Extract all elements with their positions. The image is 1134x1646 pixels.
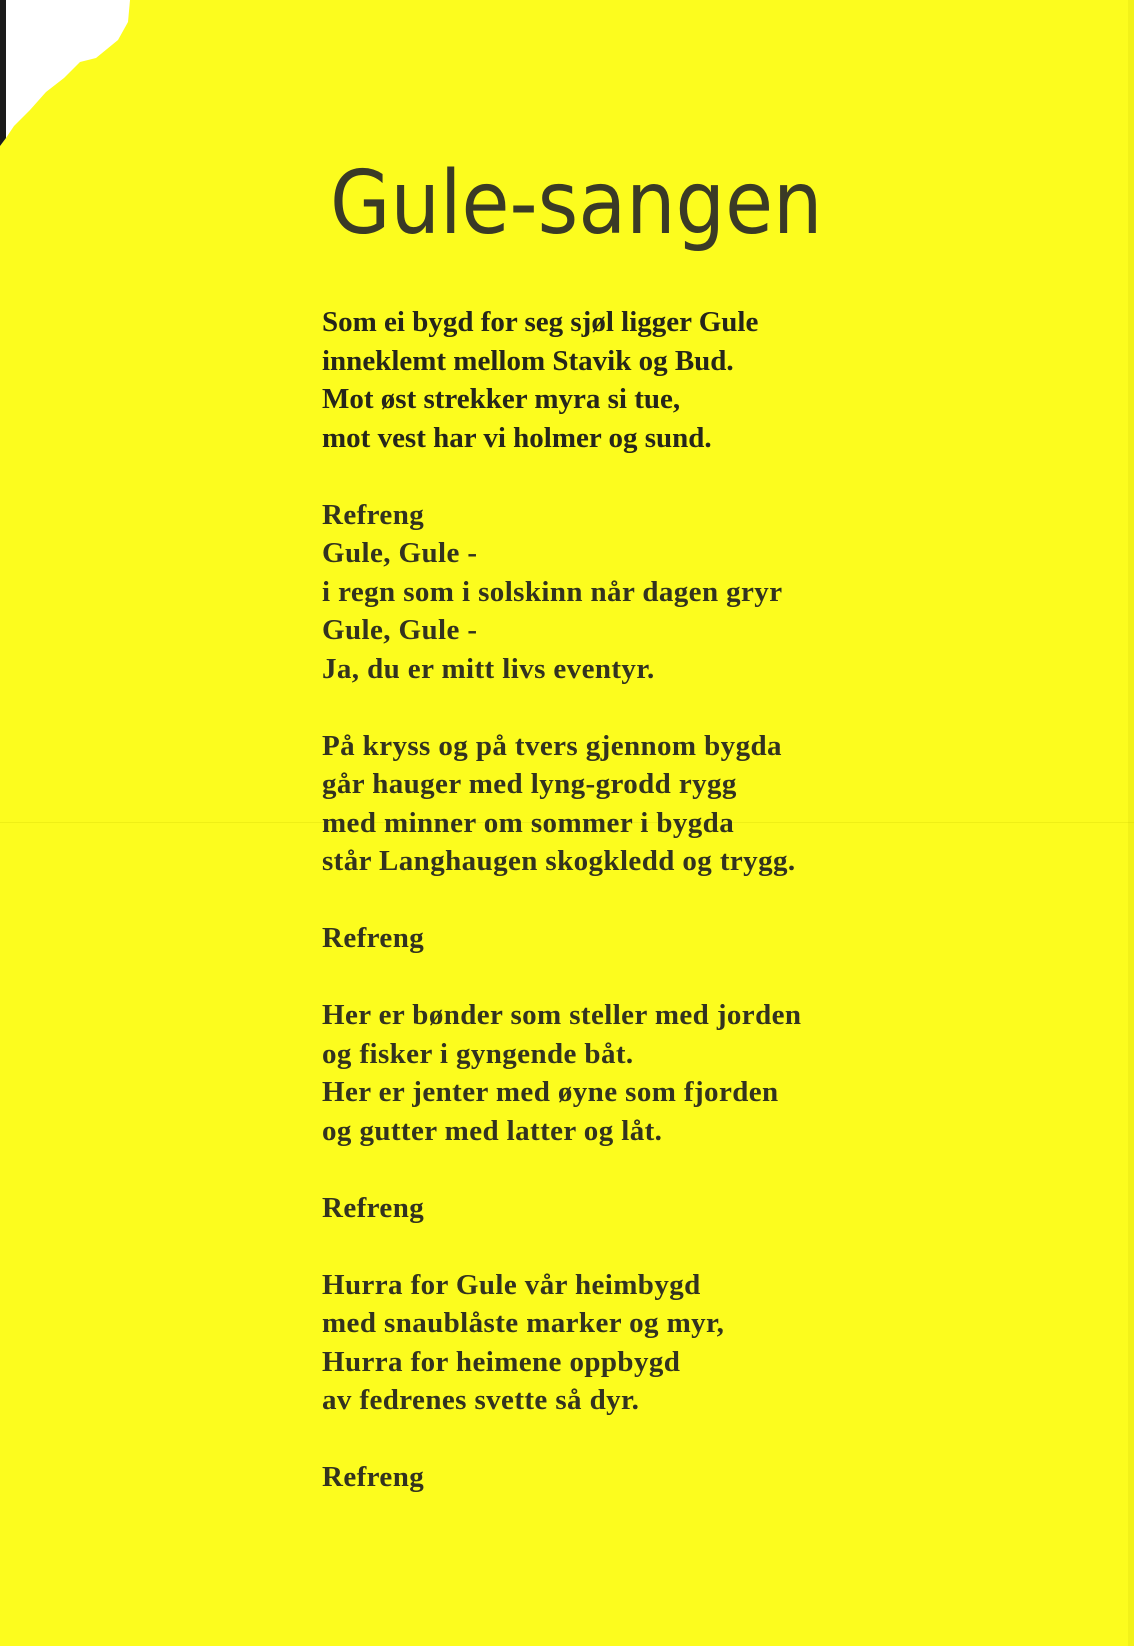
verse-1 (322, 303, 1082, 457)
refrain-3 (322, 1189, 1082, 1228)
refrain-label: Refreng (322, 922, 425, 954)
verse-2 (322, 727, 1082, 881)
verse-line: Som ei bygd for seg sjøl ligger Gule (322, 306, 759, 338)
refrain-2 (322, 919, 1082, 958)
verse-line: Hurra for heimene oppbygd (322, 1345, 681, 1378)
verse-line: og gutter med latter og låt. (322, 1114, 663, 1147)
torn-corner (0, 0, 140, 160)
verse-line: av fedrenes svette så dyr. (322, 1384, 640, 1416)
chorus-line: Ja, du er mitt livs eventyr. (322, 652, 655, 685)
verse-line: står Langhaugen skogkledd og trygg. (322, 845, 796, 877)
verse-line: mot vest har vi holmer og sund. (322, 421, 712, 454)
verse-line: Her er jenter med øyne som fjorden (322, 1076, 779, 1108)
refrain-4 (322, 1458, 1082, 1497)
lyrics (322, 303, 1082, 1535)
sheet-edge (1128, 0, 1134, 1646)
chorus-line: Gule, Gule - (322, 537, 478, 569)
verse-4 (322, 1266, 1082, 1420)
chorus-line: i regn som i solskinn når dagen gryr (322, 575, 783, 608)
verse-line: Her er bønder som steller med jorden (322, 999, 802, 1031)
chorus (322, 496, 1082, 689)
verse-line: med snaublåste marker og myr, (322, 1307, 725, 1339)
verse-line: inneklemt mellom Stavik og Bud. (322, 344, 734, 377)
refrain-label: Refreng (322, 1461, 425, 1493)
verse-line: går hauger med lyng-grodd rygg (322, 768, 737, 800)
verse-line: med minner om sommer i bygda (322, 806, 735, 839)
verse-line: Mot øst strekker myra si tue, (322, 383, 681, 415)
verse-line: På kryss og på tvers gjennom bygda (322, 729, 782, 762)
song-title: Gule-sangen (330, 153, 823, 255)
verse-line: og fisker i gyngende båt. (322, 1037, 634, 1070)
refrain-label: Refreng (322, 1191, 425, 1224)
verse-3 (322, 996, 1082, 1150)
chorus-line: Gule, Gule - (322, 614, 478, 646)
chorus-label: Refreng (322, 498, 425, 531)
verse-line: Hurra for Gule vår heimbygd (322, 1268, 701, 1301)
